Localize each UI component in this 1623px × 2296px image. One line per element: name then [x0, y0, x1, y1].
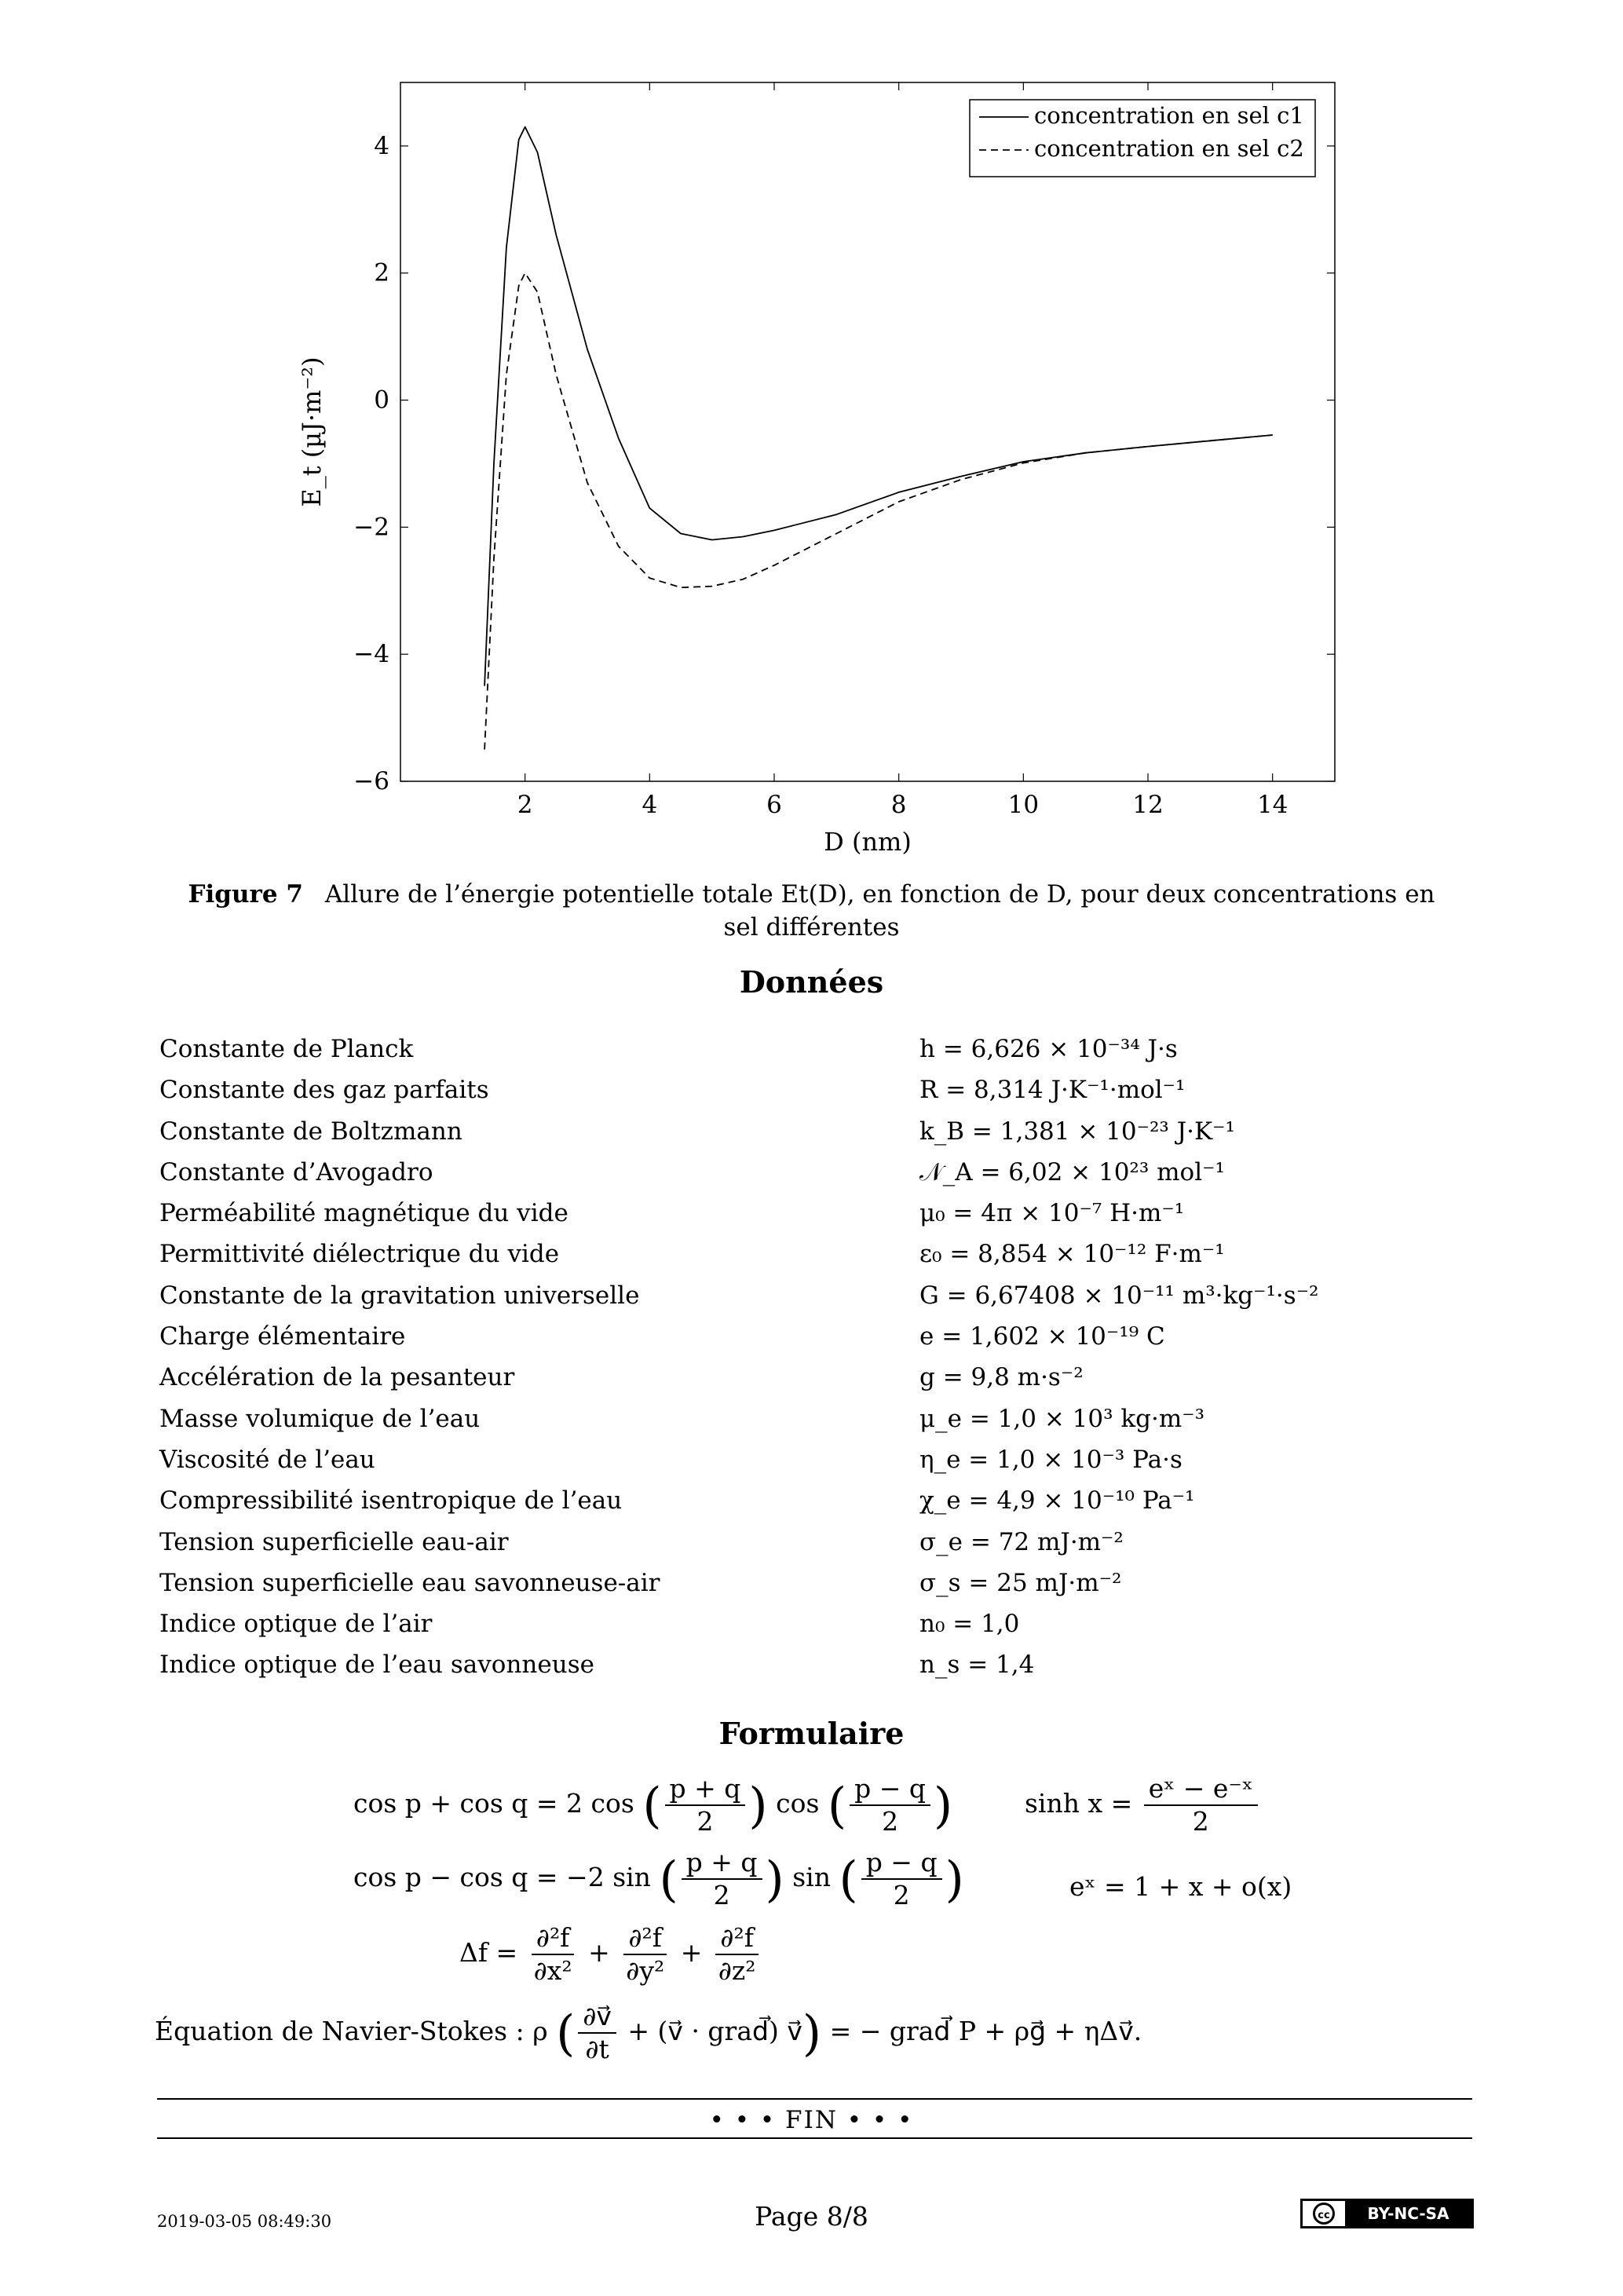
- constant-value: 𝒩_A = 6,02 × 10²³ mol⁻¹: [919, 1157, 1225, 1186]
- constant-row: [159, 1439, 1337, 1480]
- constant-row: [159, 1111, 1337, 1152]
- constant-value: μ₀ = 4π × 10⁻⁷ H·m⁻¹: [919, 1199, 1185, 1228]
- constant-name: Tension superficielle eau-air: [159, 1527, 509, 1556]
- constant-name: Constante de Planck: [159, 1035, 414, 1063]
- x-tick-label: 2: [517, 791, 533, 819]
- constant-name: Constante des gaz parfaits: [159, 1076, 489, 1105]
- frac-diff-2: $\frac{p - q}{2}$: [861, 1847, 942, 1911]
- constant-value: η_e = 1,0 × 10⁻³ Pa·s: [919, 1445, 1183, 1474]
- y-tick-label: −4: [353, 640, 389, 669]
- constant-row: [159, 1480, 1337, 1521]
- constant-value: n_s = 1,4: [919, 1651, 1035, 1680]
- y-tick-label: 0: [374, 386, 389, 415]
- x-tick-label: 12: [1132, 791, 1164, 819]
- constant-row: [159, 1029, 1337, 1069]
- constant-value: σ_e = 72 mJ·m⁻²: [919, 1527, 1124, 1556]
- constant-value: g = 9,8 m·s⁻²: [919, 1363, 1084, 1392]
- constant-row: [159, 1193, 1337, 1234]
- x-tick-label: 14: [1256, 791, 1289, 819]
- formula-cos-sum: cos p + cos q = 2 cos ( $\frac{p + q}{2}$ ) cos ( $\frac{p - q}{2}$ ): [353, 1773, 953, 1837]
- legend-label: concentration en sel c2: [1034, 135, 1304, 162]
- y-tick-label: −6: [353, 767, 389, 795]
- y-tick-label: −2: [353, 513, 389, 542]
- constant-value: k_B = 1,381 × 10⁻²³ J·K⁻¹: [919, 1117, 1235, 1146]
- legend-label: concentration en sel c1: [1034, 102, 1304, 129]
- x-tick-label: 8: [890, 791, 907, 819]
- constants-table: [159, 1029, 1337, 1686]
- cos-diff-lhs: cos p − cos q = −2 sin: [353, 1862, 651, 1892]
- cos-sum-lhs: cos p + cos q = 2 cos: [353, 1788, 634, 1819]
- constant-value: ε₀ = 8,854 × 10⁻¹² F·m⁻¹: [919, 1240, 1225, 1269]
- constant-row: [159, 1522, 1337, 1563]
- constant-row: [159, 1644, 1337, 1685]
- ns-label: Équation de Navier-Stokes :: [155, 2016, 525, 2046]
- y-tick-label: 2: [374, 258, 389, 287]
- y-tick-label: 4: [374, 131, 389, 160]
- constant-row: [159, 1398, 1337, 1439]
- constant-row: [159, 1316, 1337, 1357]
- bottom-rule: [157, 2137, 1472, 2139]
- end-marker: • • • FIN • • •: [709, 2106, 914, 2134]
- energy-chart: [283, 71, 1351, 864]
- constant-value: h = 6,626 × 10⁻³⁴ J·s: [919, 1035, 1178, 1063]
- constant-row: [159, 1603, 1337, 1644]
- formula-cos-diff: cos p − cos q = −2 sin ( $\frac{p + q}{2}$ ) sin ( $\frac{p - q}{2}$ ): [353, 1847, 964, 1910]
- constant-row: [159, 1275, 1337, 1316]
- constant-name: Compressibilité isentropique de l’eau: [159, 1486, 623, 1515]
- constant-name: Charge élémentaire: [159, 1322, 406, 1351]
- top-rule: [157, 2098, 1472, 2100]
- chart-svg: [283, 71, 1351, 864]
- constant-value: G = 6,67408 × 10⁻¹¹ m³·kg⁻¹·s⁻²: [919, 1281, 1319, 1310]
- formula-navier-stokes: Équation de Navier-Stokes : ρ ( $\frac{\partial v⃗}{\partial t}$ + (v⃗ · grad⃗) v⃗) = − grad⃗ P + ρg⃗ + ηΔv⃗.: [155, 2001, 1142, 2064]
- series-line-1: [484, 127, 1273, 686]
- frac-sum-2: $\frac{p + q}{2}$: [682, 1847, 762, 1911]
- constant-row: [159, 1357, 1337, 1398]
- constant-name: Constante de la gravitation universelle: [159, 1281, 640, 1310]
- constant-value: n₀ = 1,0: [919, 1610, 1020, 1639]
- y-axis-label: E_t (µJ·m⁻²): [297, 356, 327, 507]
- x-tick-label: 6: [766, 791, 782, 819]
- figure-caption: [169, 878, 1454, 944]
- formula-sinh: [1025, 1773, 1261, 1837]
- constant-name: Accélération de la pesanteur: [159, 1363, 515, 1392]
- series-line-2: [484, 273, 1273, 750]
- constant-name: Constante d’Avogadro: [159, 1157, 433, 1186]
- constant-value: e = 1,602 × 10⁻¹⁹ C: [919, 1322, 1165, 1351]
- cc-icon: cc: [1303, 2201, 1345, 2226]
- frac-sinh: $\frac{\text{eˣ − e⁻ˣ}}{2}$: [1144, 1773, 1258, 1837]
- cos-diff-mid: sin: [792, 1862, 831, 1892]
- constant-value: χ_e = 4,9 × 10⁻¹⁰ Pa⁻¹: [919, 1486, 1195, 1515]
- constant-row: [159, 1069, 1337, 1110]
- constant-name: Masse volumique de l’eau: [159, 1404, 481, 1433]
- constant-row: [159, 1563, 1337, 1603]
- formula-exp: eˣ = 1 + x + o(x): [1069, 1871, 1292, 1902]
- constant-name: Constante de Boltzmann: [159, 1117, 462, 1146]
- donnees-title: Données: [739, 964, 884, 1000]
- constant-row: [159, 1234, 1337, 1274]
- chart-canvas: [283, 71, 1351, 864]
- plot-frame: [400, 82, 1335, 781]
- x-axis-label: D (nm): [824, 827, 912, 857]
- formula-laplacian: Δf = $\frac{\text{∂²f}}{\text{∂x²}}$ + $\frac{\text{∂²f}}{\text{∂y²}}$ + $\frac{\text{∂²f}}{\text{∂z²}}$: [459, 1922, 764, 1987]
- license-badge: [1300, 2199, 1474, 2228]
- constant-name: Indice optique de l’eau savonneuse: [159, 1651, 594, 1680]
- constant-value: R = 8,314 J·K⁻¹·mol⁻¹: [919, 1076, 1186, 1105]
- laplacian-lhs: Δf =: [459, 1937, 518, 1968]
- formulaire-title: Formulaire: [718, 1716, 905, 1751]
- constant-row: [159, 1152, 1337, 1193]
- figure-label: Figure 7: [188, 880, 303, 909]
- figure-caption-text: Allure de l’énergie potentielle totale Et(D), en fonction de D, pour deux concentrations en sel différentes: [324, 880, 1435, 941]
- constant-name: Viscosité de l’eau: [159, 1445, 375, 1474]
- constant-value: σ_s = 25 mJ·m⁻²: [919, 1568, 1122, 1597]
- sinh-lhs: sinh x =: [1025, 1788, 1133, 1819]
- constant-name: Tension superficielle eau savonneuse-air: [159, 1568, 660, 1597]
- x-tick-label: 10: [1007, 791, 1040, 819]
- page-number: Page 8/8: [755, 2201, 868, 2232]
- constant-name: Permittivité diélectrique du vide: [159, 1240, 560, 1269]
- license-text: BY-NC-SA: [1345, 2201, 1471, 2226]
- footer-date: 2019-03-05 08:49:30: [157, 2212, 332, 2231]
- frac-sum: $\frac{p + q}{2}$: [665, 1773, 746, 1837]
- x-tick-label: 4: [642, 791, 658, 819]
- cos-sum-mid: cos: [776, 1788, 820, 1819]
- constant-name: Indice optique de l’air: [159, 1610, 433, 1639]
- frac-diff: $\frac{p - q}{2}$: [850, 1773, 930, 1837]
- constant-name: Perméabilité magnétique du vide: [159, 1199, 568, 1228]
- constant-value: μ_e = 1,0 × 10³ kg·m⁻³: [919, 1404, 1205, 1433]
